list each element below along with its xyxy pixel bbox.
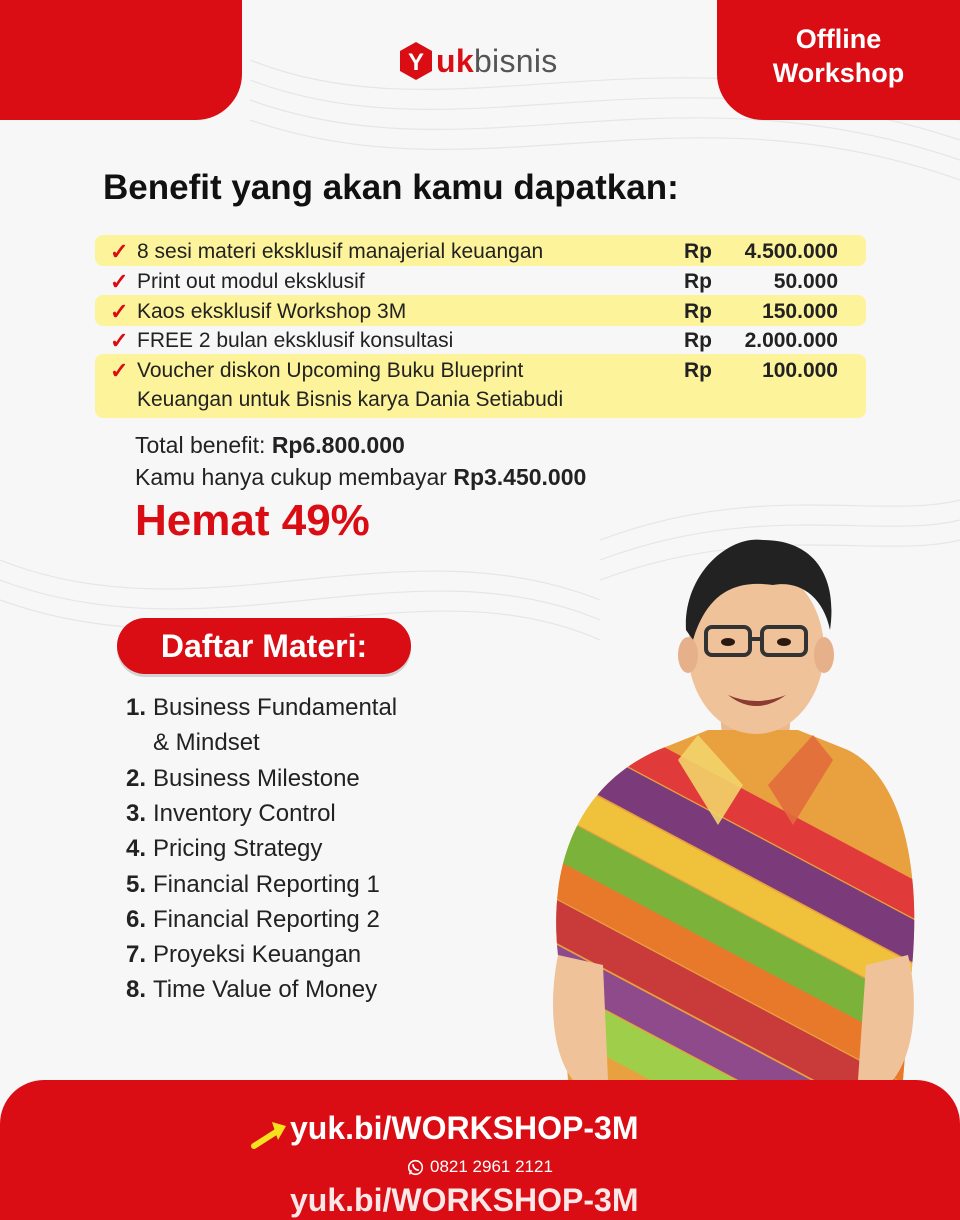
- offline-workshop-badge: [717, 0, 960, 120]
- total-benefit: Total benefit: Rp6.800.000: [135, 432, 405, 458]
- check-icon: ✓: [110, 328, 129, 353]
- badge-line-2: Workshop: [772, 58, 905, 88]
- phone-number: 0821 2961 2121: [430, 1157, 553, 1176]
- daftar-materi-pill: Daftar Materi:: [117, 618, 411, 674]
- check-icon: ✓: [110, 299, 129, 324]
- pay-amount: Kamu hanya cukup membayar Rp3.450.000: [135, 464, 587, 490]
- check-icon: ✓: [110, 358, 129, 383]
- badge-line-1: Offline: [795, 24, 882, 54]
- benefit-row: ✓ Voucher diskon Upcoming Buku Blueprint Keuangan untuk Bisnis karya Dania Setiabudi Rp 100.000: [110, 358, 838, 411]
- check-icon: ✓: [110, 269, 129, 294]
- logo-hexagon-icon: [398, 41, 434, 81]
- whatsapp-icon: [407, 1159, 424, 1176]
- materi-item: 1. Business Fundamental & Mindset: [125, 694, 398, 756]
- registration-link-repeat: yuk.bi/WORKSHOP-3M: [290, 1182, 639, 1218]
- check-icon: ✓: [110, 239, 129, 264]
- registration-link[interactable]: yuk.bi/WORKSHOP-3M: [290, 1110, 639, 1146]
- arrow-icon: [250, 1118, 290, 1152]
- phone-contact[interactable]: [407, 1157, 553, 1177]
- saving-headline: Hemat 49%: [135, 496, 370, 545]
- logo-wordmark: ukbisnis: [436, 42, 558, 79]
- speaker-photo: [548, 535, 918, 1080]
- logo-letter: Y: [407, 49, 425, 76]
- yukbisnis-logo: [398, 38, 558, 84]
- benefit-title: Benefit yang akan kamu dapatkan:: [103, 168, 679, 207]
- corner-tab-left: [0, 0, 242, 120]
